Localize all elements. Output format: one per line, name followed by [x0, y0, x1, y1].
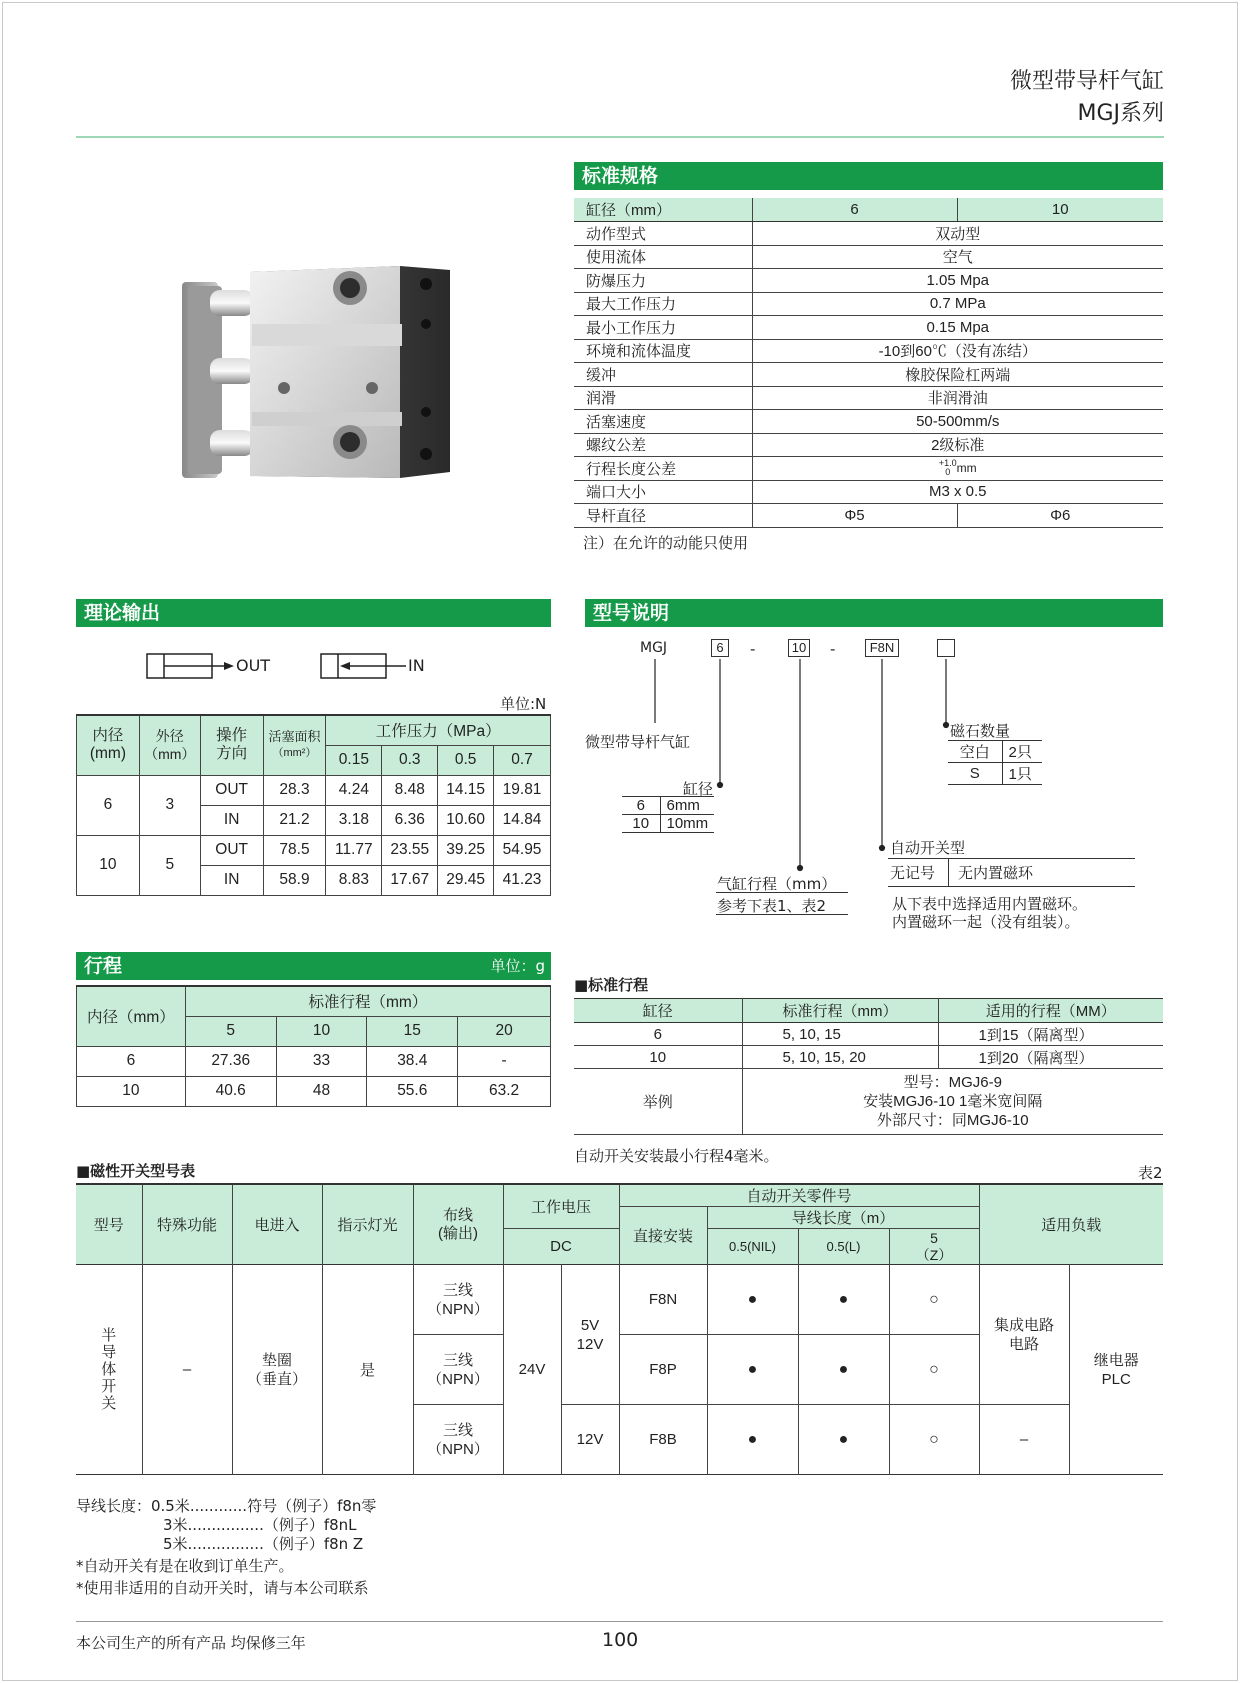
switch-none-value: 无内置磁环 — [958, 864, 1034, 882]
in-symbol — [320, 650, 420, 686]
spec-label: 最小工作压力 — [574, 316, 752, 340]
switch-note: 导线长度：0.5米............符号（例子）f8n零 — [76, 1497, 377, 1515]
spec-label: 动作型式 — [574, 222, 752, 246]
spec-header-label: 缸径（mm） — [574, 198, 752, 222]
header-voltage: 工作电压 — [503, 1184, 619, 1229]
pressure-1: 0.3 — [382, 745, 438, 775]
spec-label: 导杆直径 — [574, 504, 752, 528]
spec-bore-6: 6 — [752, 198, 957, 222]
spec-label: 螺纹公差 — [574, 433, 752, 457]
header-area-unit: （mm²） — [272, 747, 317, 760]
table-row — [76, 1265, 1163, 1335]
cell-value: 27.36 — [185, 1046, 276, 1076]
example-line: 型号：MGJ6-9 — [903, 1074, 1002, 1091]
switch-none-key: 无记号 — [890, 864, 936, 882]
spec-row — [574, 292, 1163, 316]
cell-value: 33 — [276, 1046, 367, 1076]
option-value: 10mm — [660, 815, 714, 833]
spec-section-bar — [574, 162, 1163, 190]
spec-row — [574, 363, 1163, 387]
footer-divider — [76, 1621, 1163, 1622]
page-title: 微型带导杆气缸 — [1009, 69, 1164, 94]
stroke-header: 10 — [276, 1016, 367, 1046]
cell-applicable: 1到15（隔离型） — [938, 1023, 1163, 1046]
spec-value: Φ5 — [752, 504, 957, 528]
cell-mark: ○ — [889, 1405, 979, 1475]
spec-row — [574, 433, 1163, 457]
cell-bore: 6 — [653, 1025, 662, 1043]
spec-label: 缓冲 — [574, 363, 752, 387]
header-pressure: 工作压力（MPa） — [326, 715, 551, 745]
stroke-weight-table — [76, 985, 551, 1107]
cell-area: 78.5 — [263, 835, 326, 865]
spec-row — [574, 457, 1163, 481]
cell-value: 63.2 — [458, 1076, 551, 1106]
spec-value: 非润滑油 — [752, 386, 1163, 410]
spec-value: M3 x 0.5 — [752, 480, 1163, 504]
header-bore: 内径（mm） — [77, 986, 186, 1046]
spec-value: 空气 — [752, 245, 1163, 269]
stroke-section-title: 行程 — [84, 955, 123, 977]
cell-area: 28.3 — [263, 775, 326, 805]
spec-row — [574, 339, 1163, 363]
spec-row — [574, 386, 1163, 410]
stroke-option-label: 气缸行程（mm） — [717, 875, 837, 893]
cell-load-dash: – — [979, 1405, 1069, 1475]
spec-row — [574, 410, 1163, 434]
code-dash: - — [830, 640, 836, 658]
code-switch-box: F8N — [865, 639, 899, 657]
spec-label: 活塞速度 — [574, 410, 752, 434]
bore-option-table — [622, 796, 714, 833]
cell-dir: IN — [200, 865, 263, 895]
switch-separator — [948, 858, 949, 886]
pressure-0: 0.15 — [326, 745, 382, 775]
header-dc: DC — [503, 1229, 619, 1265]
out-label: OUT — [236, 656, 271, 675]
switch-underline — [888, 886, 1135, 887]
cell-applicable: 1到20（隔离型） — [938, 1046, 1163, 1069]
spec-value: 0.15 Mpa — [752, 316, 1163, 340]
spec-note: 注）在允许的动能只使用 — [583, 534, 749, 552]
header-model: 型号 — [76, 1184, 142, 1265]
header-load: 适用负载 — [1041, 1217, 1102, 1234]
cell-load-relay: 继电器 PLC — [1093, 1351, 1139, 1388]
code-dash: - — [750, 640, 756, 658]
spec-label: 环境和流体温度 — [574, 339, 752, 363]
std-stroke-table — [574, 998, 1163, 1135]
option-value: 1只 — [1002, 763, 1042, 785]
header-part: 自动开关零件号 — [619, 1184, 979, 1207]
switch-divider — [888, 858, 1135, 859]
cell-bore: 10 — [77, 1076, 186, 1106]
tolerance-upper: +1.0 — [938, 458, 957, 469]
cell-value: 40.6 — [185, 1076, 276, 1106]
stroke-reference: 参考下表1、表2 — [717, 897, 827, 915]
header-special: 特殊功能 — [142, 1184, 232, 1265]
table-row — [77, 835, 551, 865]
series-name: MGJ系列 — [1077, 101, 1164, 126]
table-row — [574, 1046, 1163, 1069]
header-direction: 操作 方向 — [200, 715, 263, 775]
output-section-bar — [76, 599, 551, 627]
cell-value: 29.45 — [438, 865, 494, 895]
cell-mark: ○ — [889, 1335, 979, 1405]
cell-wiring: 三线 （NPN） — [413, 1405, 503, 1475]
option-key: 10 — [632, 815, 650, 832]
cell-mark: ● — [798, 1335, 889, 1405]
pressure-3: 0.7 — [494, 745, 551, 775]
footer-warranty: 本公司生产的所有产品 均保修三年 — [76, 1634, 306, 1652]
spec-section-title: 标准规格 — [582, 165, 659, 187]
header-rod: 外径 （mm） — [139, 715, 200, 775]
cell-entry: 垫圈 （垂直） — [232, 1265, 322, 1475]
switch-table — [76, 1183, 1163, 1475]
switch-note: 5米................（例子）f8n Z — [163, 1535, 364, 1553]
option-key: 6 — [636, 797, 645, 814]
std-stroke-title: ■标准行程 — [574, 976, 649, 994]
header-lead: 导线长度（m） — [707, 1207, 979, 1229]
option-key: 空白 — [959, 744, 990, 761]
header-entry: 电进入 — [232, 1184, 322, 1265]
cell-rod: 3 — [139, 775, 200, 835]
cell-volt-5-12: 5V 12V — [561, 1265, 619, 1405]
product-name-label: 微型带导杆气缸 — [585, 733, 691, 751]
header-divider — [76, 136, 1164, 138]
spec-value — [752, 457, 1163, 481]
spec-value: Φ6 — [957, 504, 1163, 528]
output-section-title: 理论输出 — [84, 602, 161, 624]
bore-option-label: 缸径 — [683, 780, 714, 798]
header-light: 指示灯光 — [322, 1184, 413, 1265]
cell-special: – — [142, 1265, 232, 1475]
spec-label: 防爆压力 — [574, 269, 752, 293]
spec-label: 端口大小 — [574, 480, 752, 504]
cell-mark: ● — [707, 1265, 798, 1335]
header-std-stroke: 标准行程（mm） — [185, 986, 550, 1016]
cell-mark: ○ — [889, 1265, 979, 1335]
cell-value: 41.23 — [494, 865, 551, 895]
cell-bore: 6 — [77, 775, 140, 835]
header-lead-1: 0.5(NIL) — [707, 1229, 798, 1265]
header-wiring: 布线 (输出) — [413, 1184, 503, 1265]
cell-part: F8P — [619, 1335, 707, 1405]
std-header: 缸径 — [642, 1003, 673, 1020]
table-row — [77, 775, 551, 805]
cell-value: - — [458, 1046, 551, 1076]
switch-note: *自动开关有是在收到订单生产。 — [76, 1557, 294, 1575]
stroke-header: 5 — [185, 1016, 276, 1046]
cell-wiring: 三线 （NPN） — [413, 1335, 503, 1405]
cell-dir: OUT — [200, 835, 263, 865]
magnet-option-label: 磁石数量 — [950, 722, 1011, 740]
cell-bore: 10 — [77, 835, 140, 895]
tolerance-unit: mm — [956, 461, 977, 476]
cell-part: F8N — [619, 1265, 707, 1335]
cell-value: 3.18 — [326, 805, 382, 835]
cell-rod: 5 — [139, 835, 200, 895]
option-key: S — [969, 765, 980, 782]
page-number: 100 — [602, 1629, 639, 1651]
switch-note: 内置磁环一起（没有组装）。 — [892, 913, 1080, 931]
cell-value: 8.83 — [326, 865, 382, 895]
spec-value: 2级标准 — [752, 433, 1163, 457]
switch-note: *使用非适用的自动开关时，请与本公司联系 — [76, 1579, 369, 1597]
header-area-label: 活塞面积 — [268, 729, 321, 745]
model-section-title: 型号说明 — [593, 602, 670, 624]
output-unit: 单位:N — [500, 695, 547, 713]
cell-value: 4.24 — [326, 775, 382, 805]
stroke-unit: 单位：g — [490, 957, 545, 975]
cell-mark: ● — [707, 1405, 798, 1475]
model-leader-lines — [575, 655, 1155, 889]
code-stroke-box: 10 — [788, 639, 810, 657]
spec-label: 润滑 — [574, 386, 752, 410]
cell-value: 48 — [276, 1076, 367, 1106]
cell-value: 14.15 — [438, 775, 494, 805]
spec-value: 橡胶保险杠两端 — [752, 363, 1163, 387]
spec-label: 使用流体 — [574, 245, 752, 269]
example-cell — [742, 1069, 1163, 1135]
cell-value: 6.36 — [382, 805, 438, 835]
cell-part: F8B — [619, 1405, 707, 1475]
cell-bore: 10 — [649, 1048, 667, 1066]
code-bore-box: 6 — [711, 639, 729, 657]
header-lead-3: 5 （Z） — [889, 1229, 979, 1265]
spec-value: 双动型 — [752, 222, 1163, 246]
spec-row — [574, 222, 1163, 246]
example-label: 举例 — [642, 1094, 673, 1111]
spec-label: 最大工作压力 — [574, 292, 752, 316]
stroke-header: 20 — [458, 1016, 551, 1046]
cell-bore: 6 — [77, 1046, 186, 1076]
example-line: 安装MGJ6-10 1毫米宽间隔 — [863, 1093, 1043, 1110]
spec-row — [574, 480, 1163, 504]
stroke-section-bar — [76, 952, 551, 980]
tolerance-lower: 0 — [945, 467, 951, 478]
cell-volt-24: 24V — [503, 1265, 561, 1475]
option-value: 2只 — [1002, 741, 1042, 763]
table-row — [574, 1023, 1163, 1046]
spec-bore-10: 10 — [957, 198, 1163, 222]
switch-note: 3米................（例子）f8nL — [163, 1516, 357, 1534]
cell-light: 是 — [322, 1265, 413, 1475]
spec-value: 1.05 Mpa — [752, 269, 1163, 293]
spec-row — [574, 269, 1163, 293]
cell-type: 半 导 体 开 关 — [76, 1265, 142, 1475]
cell-area: 21.2 — [263, 805, 326, 835]
cell-value: 8.48 — [382, 775, 438, 805]
spec-value: 50-500mm/s — [752, 410, 1163, 434]
spec-header-row — [574, 198, 1163, 222]
cell-value: 38.4 — [367, 1046, 458, 1076]
header-area — [263, 715, 326, 775]
pressure-2: 0.5 — [438, 745, 494, 775]
cell-value: 17.67 — [382, 865, 438, 895]
cell-value: 10.60 — [438, 805, 494, 835]
switch-note: 从下表中选择适用内置磁环。 — [892, 895, 1088, 913]
cell-value: 39.25 — [438, 835, 494, 865]
magnet-option-table — [948, 740, 1042, 785]
in-label: IN — [408, 656, 425, 675]
table-row — [77, 1076, 551, 1106]
spec-row — [574, 504, 1163, 528]
cell-area: 58.9 — [263, 865, 326, 895]
switch-option-label: 自动开关型 — [890, 839, 966, 857]
cell-value: 11.77 — [326, 835, 382, 865]
stroke-header: 15 — [367, 1016, 458, 1046]
cell-value: 54.95 — [494, 835, 551, 865]
spec-value: 0.7 MPa — [752, 292, 1163, 316]
cell-value: 19.81 — [494, 775, 551, 805]
header-bore: 内径 (mm) — [77, 715, 140, 775]
cell-std-stroke: 5, 10, 15, 20 — [742, 1046, 938, 1069]
cell-mark: ● — [798, 1265, 889, 1335]
cell-wiring: 三线 （NPN） — [413, 1265, 503, 1335]
table-row — [77, 1046, 551, 1076]
cell-mark: ● — [707, 1335, 798, 1405]
cell-dir: OUT — [200, 775, 263, 805]
model-section-bar — [585, 599, 1163, 627]
cell-std-stroke: 5, 10, 15 — [742, 1023, 938, 1046]
spec-value: -10到60℃（没有冻结） — [752, 339, 1163, 363]
std-header: 标准行程（mm） — [742, 999, 938, 1023]
stroke-underline — [716, 914, 848, 915]
cell-value: 55.6 — [367, 1076, 458, 1106]
code-prefix: MGJ — [640, 640, 668, 656]
switch-table-title: ■磁性开关型号表 — [76, 1162, 196, 1180]
std-stroke-footnote: 自动开关安装最小行程4毫米。 — [574, 1147, 779, 1165]
example-line: 外部尺寸：同MGJ6-10 — [876, 1112, 1029, 1129]
spec-row — [574, 245, 1163, 269]
header-direct: 直接安装 — [619, 1207, 707, 1265]
switch-table-number: 表2 — [1138, 1164, 1163, 1182]
table-row — [574, 1069, 1163, 1135]
header-lead-2: 0.5(L) — [798, 1229, 889, 1265]
spec-row — [574, 316, 1163, 340]
cell-value: 23.55 — [382, 835, 438, 865]
cell-load-ic: 集成电路 电路 — [979, 1265, 1069, 1405]
std-header: 适用的行程（MM） — [938, 999, 1163, 1023]
stroke-divider — [716, 892, 848, 893]
option-value: 6mm — [660, 797, 714, 815]
spec-table — [574, 198, 1163, 528]
cell-dir: IN — [200, 805, 263, 835]
product-photo — [180, 262, 450, 482]
cell-value: 14.84 — [494, 805, 551, 835]
output-table — [76, 714, 551, 896]
spec-label: 行程长度公差 — [574, 457, 752, 481]
cell-volt-12: 12V — [561, 1405, 619, 1475]
cell-mark: ● — [798, 1405, 889, 1475]
